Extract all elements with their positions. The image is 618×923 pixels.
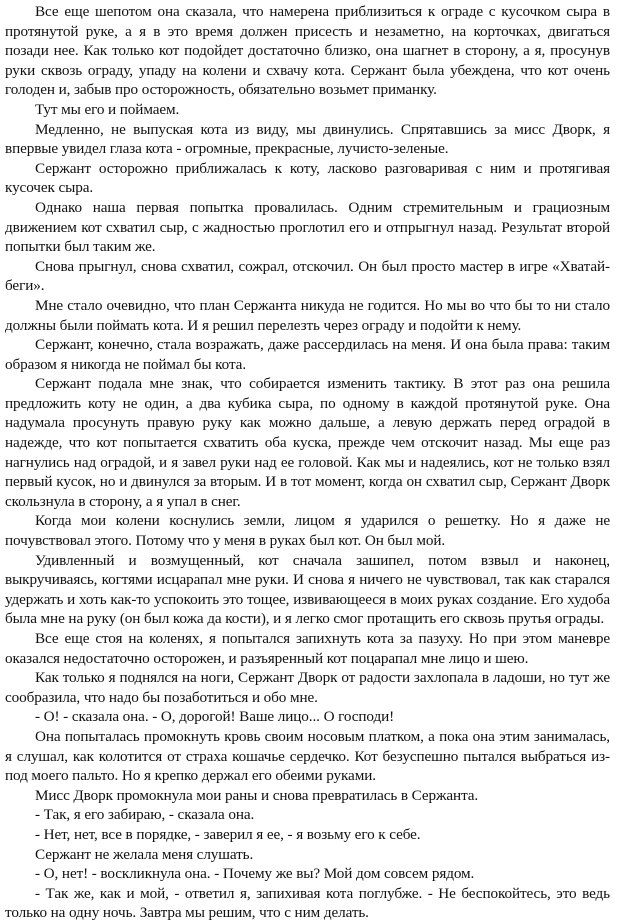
paragraph-10: Когда мои колени коснулись земли, лицом я ударился о решетку. Но я даже не почувствовал этого. Потому что у меня в руках был кот. Он был мой. [5,512,610,550]
paragraph-2: Тут мы его и поймаем. [35,100,180,118]
paragraph-15: Она попыталась промокнуть кровь своим носовым платком, а пока она этим занималась, я слушал, как колотится от страха кошачье сердечко. Кот безуспешно пытался выбраться из-под моего пальто. Но я крепко держал его обеими руками. [5,727,610,785]
dialogue-line-4: - О, нет! - воскликнула она. - Почему же вы? Мой дом совсем рядом. [35,865,475,883]
dialogue-line-1: - О! - сказала она. - О, дорогой! Ваше лицо... О господи! [35,708,395,726]
paragraph-9: Сержант подала мне знак, что собирается изменить тактику. В этот раз она решила предложить коту не один, а два кубика сыра, по одному в каждой протянутой руке. Она надумала просунуть правую руку как можно дальше, а левую держать перед оградой в надежде, что кот попытается схватить оба куска, прежде чем отскочит назад. Мы еще раз нагнулись над оградой, и я завел руки над ее головой. Как мы и надеялись, кот не только взял первый кусок, но и двинулся за вторым. И в тот момент, когда он схватил сыр, Сержант Дворк скользнула в сторону, а я упал в снег. [5,375,610,510]
paragraph-3: Медленно, не выпуская кота из виду, мы двинулись. Спрятавшись за мисс Дворк, я впервые увидел глаза кота - огромные, прекрасные, лучисто-зеленые. [5,120,610,158]
dialogue-line-5: - Так же, как и мой, - ответил я, запихивая кота поглубже. - Не беспокойтесь, это ведь только на одну ночь. Завтра мы решим, что с ним делать. [5,884,610,922]
paragraph-16: Мисс Дворк промокнула мои раны и снова превратилась в Сержанта. [35,786,479,804]
paragraph-6: Снова прыгнул, снова схватил, сожрал, отскочил. Он был просто мастер в игре «Хватай-беги». [5,257,610,295]
paragraph-13: Как только я поднялся на ноги, Сержант Дворк от радости захлопала в ладоши, но тут же сообразила, что надо бы позаботиться и обо мне. [5,669,610,706]
paragraph-12: Все еще стоя на коленях, я попытался запихнуть кота за пазуху. Но при этом маневре оказался недостаточно осторожен, и разъяренный кот поцарапал мне лицо и шею. [5,630,610,667]
dialogue-line-2: - Так, я его забираю, - сказала она. [35,806,255,824]
paragraph-4: Сержант осторожно приближалась к коту, ласково разговаривая с ним и протягивая кусочек сыра. [5,159,610,197]
dialogue-line-3: - Нет, нет, все в порядке, - заверил я ее, - я возьму его к себе. [35,825,421,843]
paragraph-7: Мне стало очевидно, что план Сержанта никуда не годится. Но мы во что бы то ни стало должны были поймать кота. И я решил перелезть через ограду и подойти к нему. [5,296,610,334]
paragraph-19: Сержант не желала меня слушать. [35,845,254,863]
paragraph-1: Все еще шепотом она сказала, что намерена приблизиться к ограде с кусочком сыра в протянутой руке, а я в это время должен присесть и незаметно, на корточках, двигаться позади нее. Как только кот подойдет достаточно близко, она шагнет в сторону, а я, просунув руки сквозь ограду, упаду на колени и схвачу кота. Сержант была убеждена, что кот очень голоден и, забыв про осторожность, обязательно возьмет приманку. [5,3,610,99]
paragraph-5: Однако наша первая попытка провалилась. Одним стремительным и грациозным движением кот схватил сыр, с жадностью проглотил его и отпрыгнул назад. Результат второй попытки был таким же. [5,198,610,256]
paragraph-11: Удивленный и возмущенный, кот сначала зашипел, потом взвыл и наконец, выкручиваясь, когтями исцарапал мне руки. И снова я ничего не чувствовал, так как старался удержать и хоть как-то успокоить это тощее, извивающееся в моих руках создание. Его худоба была мне на руку (он был кожа да кости), и я легко смог протащить его сквозь прутья ограды. [5,551,610,628]
paragraph-8: Сержант, конечно, стала возражать, даже рассердилась на меня. И она была права: таким образом я никогда не поймал бы кота. [5,336,610,373]
